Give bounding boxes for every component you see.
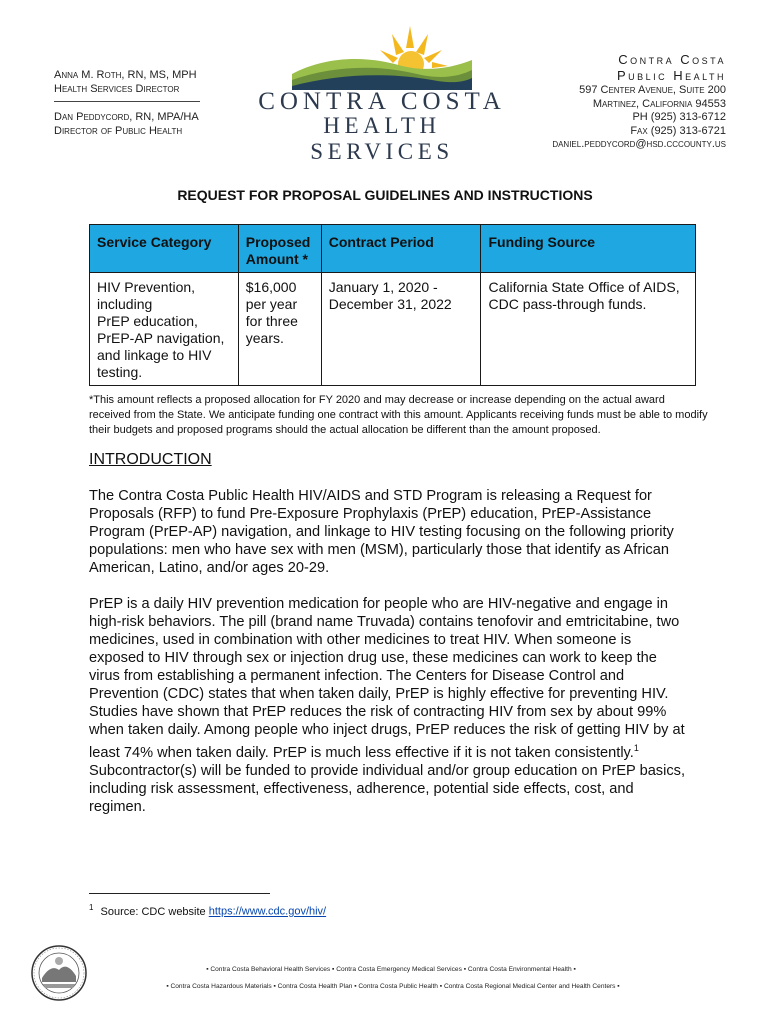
header-service-category: Service Category — [90, 225, 239, 273]
page-title: REQUEST FOR PROPOSAL GUIDELINES AND INSTRUCTIONS — [177, 187, 593, 203]
footnote-text: Source: CDC website — [100, 905, 209, 918]
service-line-1: HIV Prevention, including — [97, 279, 196, 312]
prep-paragraph-text: PrEP is a daily HIV prevention medication for people who are HIV-negative and engage in high-risk behaviors. The pill (brand name Truvada) contains tenofovir and emtricitabine, two medicines, used in combination with other medicines to treat HIV. When someone is exposed to HIV through sex or injection drug use, these medicines can work to keep the virus from establishing a permanent infection. The Centers for Disease Control and Prevention (CDC) states that when taken daily, PrEP is highly effective for preventing HIV. Studies have shown that PrEP reduces the risk of contracting HIV from sex by about 99% when taken daily. Among people who inject drugs, PrEP reduces the risk of getting HIV by at least 74% when taken daily. PrEP is much less effective if it is not taken consistently. — [89, 596, 685, 761]
public-health-director-title: Director of Public Health — [54, 125, 183, 137]
cell-funding: California State Office of AIDS, CDC pass-through funds. — [481, 273, 696, 386]
cdc-link[interactable]: https://www.cdc.gov/hiv/ — [208, 905, 327, 918]
address-line-2: Martinez, California 94553 — [592, 97, 726, 110]
fax: Fax (925) 313-6721 — [630, 124, 726, 137]
email: daniel.peddycord@hsd.cccounty.us — [552, 138, 726, 150]
director-name: Anna M. Roth, RN, MS, MPH — [54, 69, 197, 81]
section-heading: INTRODUCTION — [89, 451, 212, 468]
footnote-number: 1 — [89, 903, 94, 912]
sun-hills-icon — [292, 22, 472, 90]
intro-paragraph: The Contra Costa Public Health HIV/AIDS and STD Program is releasing a Request for Proposals (RFP) to fund Pre-Exposure Prophylaxis (PrEP) education, PrEP-Assistance Program (PrEP-AP) navigation, and linkage to HIV testing focusing on the following priority populations: men who have sex with men (MSM), particularly those that identify as African American, Latino, and/or ages 20-29. — [89, 488, 674, 576]
cell-amount: $16,000 per year for three years. — [238, 273, 321, 386]
divider — [54, 101, 200, 102]
header-funding-source: Funding Source — [481, 225, 696, 273]
cchs-logo — [252, 22, 512, 164]
public-health-director-name: Dan Peddycord, RN, MPA/HA — [54, 111, 199, 123]
director-block — [54, 68, 200, 138]
cell-period: January 1, 2020 - December 31, 2022 — [321, 273, 481, 386]
service-line-2: PrEP education, PrEP-AP navigation, and linkage to HIV testing. — [97, 313, 225, 380]
org-name-line-1: Contra Costa — [618, 52, 726, 67]
footer-line-1: ▪ Contra Costa Behavioral Health Services ▪ Contra Costa Emergency Medical Services ▪ Contra Costa Environmental Health ▪ — [206, 966, 576, 973]
prep-paragraph — [89, 595, 689, 816]
prep-paragraph-continuation: Subcontractor(s) will be funded to provide individual and/or group education on PrEP basics, including risk assessment, effectiveness, adherence, potential side effects, cost, and regimen. — [89, 762, 685, 815]
table-row — [90, 273, 696, 386]
address-line-1: 597 Center Avenue, Suite 200 — [579, 84, 726, 96]
department-address-block — [552, 52, 726, 152]
org-name-line-2: Public Health — [616, 68, 726, 83]
table-header-row — [90, 225, 696, 273]
header-proposed-amount: Proposed Amount * — [238, 225, 321, 273]
phone: PH (925) 313-6712 — [632, 111, 726, 123]
logo-line-1: CONTRA COSTA — [258, 88, 506, 115]
footer-line-2: ▪ Contra Costa Hazardous Materials ▪ Contra Costa Health Plan ▪ Contra Costa Public Health ▪ Contra Costa Regional Medical Center and Health Centers ▪ — [166, 983, 620, 990]
footnote-reference[interactable]: 1 — [633, 743, 639, 753]
header-contract-period: Contract Period — [321, 225, 481, 273]
allocation-note: *This amount reflects a proposed allocation for FY 2020 and may decrease or increase depending on the actual award received from the State. We anticipate funding one contract with this amount. Applicants receiving funds must be able to modify their budgets and proposed programs should the actual allocation be different than the amount proposed. — [89, 394, 708, 436]
logo-line-2: HEALTH SERVICES — [310, 113, 454, 164]
county-seal-icon — [30, 944, 88, 1002]
director-title: Health Services Director — [54, 83, 180, 95]
footnote — [89, 903, 326, 918]
cell-service-category — [90, 273, 239, 386]
footnote-divider — [89, 893, 270, 894]
rfp-summary-table — [89, 224, 696, 386]
